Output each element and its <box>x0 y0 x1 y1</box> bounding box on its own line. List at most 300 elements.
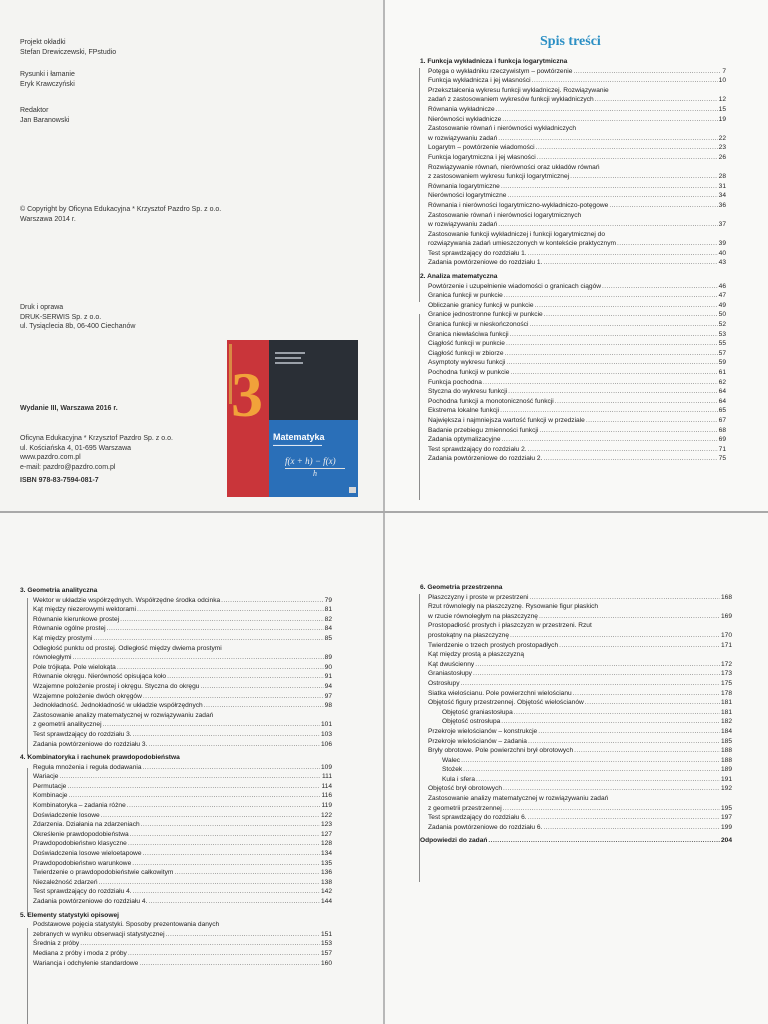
toc-entry-title: Pochodna funkcji a monotoniczność funkcji <box>428 397 554 405</box>
toc-entry[interactable] <box>428 201 726 211</box>
toc-entry-title: z geometrii analitycznej <box>33 721 102 729</box>
toc-entry[interactable] <box>428 679 732 689</box>
leader-dots <box>555 397 718 407</box>
cover-formula: f(x + h) − f(x) <box>285 456 336 466</box>
toc-entry-title: Test sprawdzający do rozdziału 1. <box>428 249 527 257</box>
leader-dots <box>204 701 324 711</box>
toc-entry[interactable] <box>428 454 726 464</box>
toc-entry-title: Nierówności wykładnicze <box>428 115 502 123</box>
toc-entry-title: Równania logarytmiczne <box>428 182 500 190</box>
toc-entry-title: Twierdzenie o trzech prostych prostopadłych <box>428 641 559 649</box>
toc-entry[interactable] <box>428 249 726 259</box>
toc-entry-title: Objętość graniastosłupa <box>442 708 513 716</box>
toc-entry[interactable] <box>33 897 332 907</box>
toc-entry-page: 185 <box>720 737 732 745</box>
toc-entry[interactable] <box>428 669 732 679</box>
toc-entry-title: Granica niewłaściwa funkcji <box>428 330 509 338</box>
toc-entry[interactable] <box>428 330 726 340</box>
toc-entry-page: 53 <box>718 330 726 338</box>
leader-dots <box>529 320 717 330</box>
toc-entry[interactable] <box>428 76 726 86</box>
toc-entry-line[interactable]: Zastosowanie równań i nierówności logarytmicznych <box>428 211 582 219</box>
toc-entry[interactable] <box>428 368 726 378</box>
leader-dots <box>143 849 320 859</box>
toc-entry[interactable] <box>428 727 732 737</box>
leader-dots <box>508 387 717 397</box>
leader-dots <box>504 291 718 301</box>
toc-entry-title: Równania i nierówności logarytmiczno-wykładniczo-potęgowe <box>428 201 609 209</box>
toc-entry-page: 181 <box>720 699 732 707</box>
credits-copyright: © Copyright by Oficyna Edukacyjna * Krzysztof Pazdro Sp. z o.o. Warszawa 2014 r. <box>20 206 222 223</box>
toc-entry-page: 79 <box>324 596 332 604</box>
toc-entry[interactable] <box>428 378 726 388</box>
toc-entry-page: 23 <box>718 144 726 152</box>
toc-entry-page: 135 <box>320 859 332 867</box>
toc-entry[interactable] <box>33 720 332 730</box>
toc-entry-page: 22 <box>718 134 726 142</box>
toc-entry-page: 26 <box>718 153 726 161</box>
chapter-heading: 2. Analiza matematyczna <box>420 273 498 281</box>
toc-entry-answers[interactable]: Odpowiedzi do zadań ..... 204 <box>420 836 732 846</box>
leader-dots <box>461 679 720 689</box>
toc-entry-page: 19 <box>718 115 726 123</box>
toc-entry-title: Kombinacje <box>33 792 68 800</box>
toc-entry-title: Wzajemne położenie dwóch okręgów <box>33 692 142 700</box>
toc-entry-page: 68 <box>718 426 726 434</box>
leader-dots <box>510 631 720 641</box>
toc-entry[interactable] <box>428 641 732 651</box>
toc-entry-title: Wektor w układzie współrzędnych. Współrzędne środka odcinka <box>33 596 221 604</box>
toc-entry-page: 75 <box>718 455 726 463</box>
toc-entry-title: Prawdopodobieństwo klasyczne <box>33 840 127 848</box>
toc-entry[interactable] <box>428 435 726 445</box>
toc-entry[interactable] <box>428 95 726 105</box>
isbn: ISBN 978-83-7594-081-7 <box>20 477 99 484</box>
toc-entry[interactable] <box>428 823 732 833</box>
toc-entry-page: 144 <box>320 898 332 905</box>
toc-entry[interactable] <box>428 301 726 311</box>
toc-entry-line[interactable]: Odległość punktu od prostej. Odległość między dwiema prostymi <box>33 644 222 652</box>
toc-entry-title: Pochodna funkcji w punkcie <box>428 369 510 376</box>
toc-entry[interactable] <box>428 397 726 407</box>
toc-entry-title: w rzucie równoległym na płaszczyznę <box>428 612 538 620</box>
toc-entry-page: 119 <box>321 802 332 810</box>
leader-dots <box>498 134 717 144</box>
leader-dots <box>72 653 323 663</box>
toc-entry[interactable] <box>33 615 332 625</box>
toc-entry[interactable] <box>428 291 726 301</box>
toc-entry[interactable] <box>33 653 332 663</box>
leader-dots <box>573 67 721 77</box>
toc-entry-title: Objętość ostrosłupa <box>442 718 501 726</box>
toc-entry-page: 47 <box>718 292 726 300</box>
toc-entry-title: Granica funkcji w nieskończoności <box>428 321 529 329</box>
toc-entry-title: Równanie kierunkowe prostej <box>33 615 120 623</box>
leader-dots <box>573 689 720 699</box>
leader-dots <box>570 172 718 182</box>
toc-entry-page: 50 <box>718 311 726 319</box>
toc-entry-title: Ostrosłupy <box>428 679 460 687</box>
leader-dots <box>536 143 718 153</box>
spread-divider <box>0 511 768 513</box>
leader-dots <box>501 182 718 192</box>
toc-entry[interactable] <box>428 310 726 320</box>
toc-entry-title: Mediana z próby i moda z próby <box>33 949 127 957</box>
toc-entry-page: 192 <box>720 785 732 793</box>
toc-entry-page: 65 <box>718 407 726 415</box>
toc-entry-line[interactable]: Zastosowanie funkcji wykładniczej i funkcji logarytmicznej do <box>428 230 606 238</box>
toc-entry-page: 138 <box>320 878 332 886</box>
leader-dots <box>117 663 324 673</box>
toc-entry-page: 64 <box>718 388 726 396</box>
toc-entry-page: 181 <box>720 708 732 716</box>
toc-entry[interactable] <box>33 859 332 869</box>
toc-entry-line[interactable]: Zastosowanie analizy matematycznej w rozwiązywaniu zadań <box>33 711 214 719</box>
leader-dots <box>103 720 320 730</box>
toc-entry[interactable] <box>428 67 726 77</box>
leader-dots <box>574 746 720 756</box>
toc-entry-title: Ciągłość funkcji w zbiorze <box>428 349 504 357</box>
toc-entry[interactable] <box>428 105 726 115</box>
toc-entry[interactable] <box>428 593 732 603</box>
toc-entry[interactable] <box>33 605 332 615</box>
toc-entry[interactable] <box>33 820 332 830</box>
toc-entry[interactable] <box>428 387 726 397</box>
leader-dots <box>483 378 718 388</box>
cover-volume-number: 3 <box>231 359 263 430</box>
toc-entry[interactable] <box>33 878 332 888</box>
leader-dots <box>99 878 320 888</box>
toc-entry[interactable] <box>428 708 732 718</box>
toc-entry-page: 31 <box>718 182 726 190</box>
toc-entry[interactable] <box>33 624 332 634</box>
toc-entry-title: Asymptoty wykresu funkcji <box>428 359 506 367</box>
leader-dots <box>510 330 718 340</box>
toc-entry[interactable] <box>428 172 726 182</box>
toc-entry[interactable] <box>428 258 726 268</box>
toc-entry-page: 71 <box>718 445 726 453</box>
toc-entry-page: 61 <box>718 369 726 376</box>
toc-entry-title: Równania wykładnicze <box>428 105 495 113</box>
toc-entry[interactable] <box>428 426 726 436</box>
toc-entry[interactable] <box>33 830 332 840</box>
toc-entry-page: 10 <box>718 77 726 85</box>
toc-entry[interactable] <box>33 801 332 811</box>
leader-dots <box>132 859 320 869</box>
toc-entry-title: Ekstrema lokalne funkcji <box>428 407 500 415</box>
toc-entry[interactable] <box>428 182 726 192</box>
toc-entry[interactable] <box>428 698 732 708</box>
leader-dots <box>617 239 718 249</box>
toc-entry-title: Objętość brył obrotowych <box>428 785 503 793</box>
chapter-heading: 5. Elementy statystyki opisowej <box>20 911 119 919</box>
toc-entry[interactable] <box>33 730 332 740</box>
toc-entry-page: 15 <box>718 105 726 113</box>
toc-entry-line[interactable]: Rzut równoległy na płaszczyznę. Rysowanie figur płaskich <box>428 603 599 611</box>
toc-entry-page: 49 <box>718 301 726 309</box>
toc-entry-page: 171 <box>720 641 732 649</box>
toc-entry-page: 182 <box>720 718 732 726</box>
cover-subtitle-lines: ▬▬▬▬▬▬▬▬▬▬▬▬▬▬ <box>273 443 322 447</box>
toc-entry[interactable] <box>428 445 726 455</box>
toc-entry[interactable] <box>33 791 332 801</box>
chapter-heading: 4. Kombinatoryka i rachunek prawdopodobieństwa <box>20 754 180 762</box>
leader-dots <box>507 191 717 201</box>
toc-entry-title: Wzajemne położenie prostej i okręgu. Styczna do okręgu <box>33 682 200 690</box>
toc-entry-title: Badanie przebiegu zmienności funkcji <box>428 426 539 434</box>
toc-entry-page: 82 <box>324 615 332 623</box>
toc-entry[interactable] <box>428 406 726 416</box>
leader-dots <box>461 756 720 766</box>
toc-entry-page: 84 <box>324 625 332 633</box>
toc-entry-page: 103 <box>320 730 332 738</box>
toc-entry[interactable] <box>33 839 332 849</box>
toc-entry[interactable] <box>33 672 332 682</box>
toc-entry-title: Styczna do wykresu funkcji <box>428 388 508 396</box>
leader-dots <box>200 682 323 692</box>
credits-print: Druk i oprawa DRUK-SERWIS Sp. z o.o. ul. Tysiąclecia 8b, 06-400 Ciechanów <box>20 304 136 330</box>
toc-entry-line[interactable]: Zastosowanie równań i nierówności wykładniczych <box>428 125 577 133</box>
leader-dots <box>595 95 718 105</box>
toc-entry-line[interactable]: Podstawowe pojęcia statystyki. Sposoby prezentowania danych <box>33 921 220 929</box>
toc-entry-page: 97 <box>324 692 332 700</box>
toc-entry-page: 142 <box>320 888 332 896</box>
toc-entry[interactable] <box>33 939 332 949</box>
toc-entry-line[interactable]: Przekształcenia wykresu funkcji wykładniczej. Rozwiązywanie <box>428 86 609 94</box>
toc-entry[interactable] <box>33 868 332 878</box>
leader-dots <box>93 634 323 644</box>
toc-entry-title: Potęga o wykładniku rzeczywistym – powtórzenie <box>428 67 573 75</box>
toc-entry-line[interactable]: Zastosowanie analizy matematycznej w rozwiązywaniu zadań <box>428 795 609 803</box>
leader-dots <box>139 959 320 969</box>
toc-entry-title: Ciągłość funkcji w punkcie <box>428 340 505 348</box>
toc-entry-title: Funkcja logarytmiczna i jej własności <box>428 153 536 161</box>
toc-entry[interactable] <box>428 813 732 823</box>
toc-entry-title: Test sprawdzający do rozdziału 4. <box>33 888 132 896</box>
toc-entry-title: Test sprawdzający do rozdziału 6. <box>428 814 527 822</box>
toc-column-2 <box>20 586 332 968</box>
toc-entry-page: 184 <box>720 727 732 735</box>
toc-entry[interactable] <box>33 782 332 792</box>
toc-entry-title: Granice jednostronne funkcji w punkcie <box>428 311 543 319</box>
toc-entry[interactable] <box>428 784 732 794</box>
toc-entry-line[interactable]: Kąt między prostą a płaszczyzną <box>428 651 525 659</box>
toc-entry-page: 46 <box>718 282 726 290</box>
toc-entry-title: Zdarzenia. Działania na zdarzeniach <box>33 821 140 829</box>
toc-entry-page: 188 <box>720 756 732 764</box>
toc-entry-page: 123 <box>320 821 332 829</box>
book-cover-image <box>227 340 358 497</box>
toc-entry[interactable] <box>33 740 332 750</box>
leader-dots <box>503 784 720 794</box>
toc-entry-page: 67 <box>718 416 726 424</box>
page-credits <box>0 0 384 512</box>
toc-entry[interactable] <box>33 949 332 959</box>
leader-dots <box>539 612 720 622</box>
toc-entry-title: Funkcja wykładnicza i jej własności <box>428 77 531 85</box>
toc-entry-page: 122 <box>320 811 332 819</box>
leader-dots <box>559 641 720 651</box>
leader-dots <box>148 740 320 750</box>
toc-entry-title: Wariancja i odchylenie standardowe <box>33 959 139 967</box>
leader-dots <box>543 258 717 268</box>
leader-dots <box>602 282 718 292</box>
toc-entry[interactable] <box>428 612 732 622</box>
chapter-3-entries <box>20 596 332 750</box>
toc-entry-title: z zastosowaniem wykresu funkcji logarytmicznej <box>428 173 570 181</box>
toc-entry-title: Zadania powtórzeniowe do rozdziału 3. <box>33 740 148 748</box>
leader-dots <box>67 782 320 792</box>
toc-entry-title: Obliczanie granicy funkcji w punkcie <box>428 301 534 309</box>
toc-column-3 <box>420 583 732 846</box>
toc-entry[interactable] <box>428 689 732 699</box>
toc-entry-title: Kombinatoryka – zadania różne <box>33 802 126 810</box>
leader-dots <box>137 605 324 615</box>
toc-entry[interactable] <box>428 775 732 785</box>
toc-entry[interactable] <box>428 143 726 153</box>
toc-entry-page: 153 <box>320 940 332 948</box>
toc-entry-title: Logarytm – powtórzenie wiadomości <box>428 144 535 152</box>
toc-entry[interactable] <box>428 660 732 670</box>
leader-dots <box>476 775 720 785</box>
toc-entry-page: 191 <box>720 775 732 783</box>
leader-dots <box>130 830 320 840</box>
credits-editor: Redaktor Jan Baranowski <box>20 107 70 124</box>
toc-entry[interactable] <box>428 320 726 330</box>
toc-entry[interactable] <box>33 849 332 859</box>
toc-entry[interactable] <box>428 416 726 426</box>
leader-dots <box>532 76 718 86</box>
toc-entry-page: 151 <box>320 930 332 938</box>
toc-entry[interactable] <box>428 220 726 230</box>
toc-entry[interactable] <box>428 765 732 775</box>
toc-entry[interactable] <box>33 634 332 644</box>
chapter-4-entries <box>20 763 332 907</box>
toc-entry[interactable] <box>428 191 726 201</box>
toc-entry[interactable] <box>428 115 726 125</box>
toc-entry-page: 189 <box>720 766 732 774</box>
toc-entry[interactable] <box>33 663 332 673</box>
toc-entry[interactable] <box>428 134 726 144</box>
cover-author-line <box>275 352 305 354</box>
toc-entry-line[interactable]: Rozwiązywanie równań, nierówności oraz układów równań <box>428 163 600 171</box>
toc-entry[interactable] <box>428 631 732 641</box>
toc-entry-title: Zadania powtórzeniowe do rozdziału 2. <box>428 455 543 463</box>
leader-dots <box>537 153 718 163</box>
toc-entry-title: w rozwiązywaniu zadań <box>428 221 498 229</box>
toc-entry[interactable] <box>428 153 726 163</box>
leader-dots <box>127 801 321 811</box>
chapter-heading: 1. Funkcja wykładnicza i funkcja logarytmiczna <box>420 58 568 65</box>
toc-entry-page: 34 <box>718 192 726 200</box>
toc-entry-title: równoległymi <box>33 654 72 662</box>
leader-dots <box>506 339 718 349</box>
toc-entry[interactable] <box>33 887 332 897</box>
leader-dots <box>503 804 720 814</box>
toc-entry-page: 101 <box>320 721 332 729</box>
toc-entry-page: 157 <box>320 949 332 957</box>
toc-entry[interactable] <box>33 959 332 969</box>
toc-entry-page: 89 <box>324 654 332 662</box>
toc-entry-title: Pole trójkąta. Pole wielokąta <box>33 663 116 671</box>
toc-entry-page: 40 <box>718 249 726 257</box>
cover-author-line <box>275 357 301 359</box>
toc-entry[interactable] <box>33 701 332 711</box>
toc-entry-title: Największa i najmniejsza wartość funkcji w przedziale <box>428 416 585 424</box>
toc-entry-page: 128 <box>320 840 332 848</box>
toc-entry[interactable] <box>428 737 732 747</box>
toc-entry[interactable] <box>33 596 332 606</box>
toc-entry-page: 57 <box>718 349 726 357</box>
toc-entry-title: z geometrii przestrzennej <box>428 804 502 812</box>
leader-dots <box>221 596 324 606</box>
cover-formula-denominator: h <box>313 469 317 478</box>
leader-dots <box>528 737 720 747</box>
toc-entry-line[interactable]: Prostopadłość prostych i płaszczyzn w przestrzeni. Rzut <box>428 622 592 630</box>
toc-entry-title: Siatka wielościanu. Pole powierzchni wielościanu <box>428 689 572 697</box>
toc-entry-title: Twierdzenie o prawdopodobieństwie całkowitym <box>33 869 174 877</box>
publisher-logo-icon <box>349 487 356 493</box>
credits-publisher: Oficyna Edukacyjna * Krzysztof Pazdro Sp. z o.o. ul. Kościańska 4, 01-695 Warszawa www.pazdro.com.pl e-mail: pazdro@pazdro.com.pl <box>20 435 173 471</box>
leader-dots <box>133 730 320 740</box>
toc-entry[interactable] <box>428 756 732 766</box>
toc-entry[interactable] <box>33 763 332 773</box>
toc-entry[interactable] <box>428 358 726 368</box>
toc-entry-title: Płaszczyzny i proste w przestrzeni <box>428 593 529 601</box>
toc-entry-title: Niezależność zdarzeń <box>33 878 98 886</box>
toc-title: Spis treści <box>540 34 601 49</box>
toc-entry-page: 169 <box>720 612 732 620</box>
toc-entry-page: 170 <box>720 631 732 639</box>
toc-entry[interactable] <box>428 349 726 359</box>
toc-entry[interactable] <box>33 772 332 782</box>
toc-entry-page: 195 <box>720 804 732 812</box>
leader-dots <box>535 301 718 311</box>
toc-entry-page: 98 <box>324 702 332 710</box>
toc-entry[interactable] <box>428 804 732 814</box>
leader-dots <box>609 201 717 211</box>
leader-dots <box>505 349 718 359</box>
toc-entry-page: 90 <box>324 663 332 671</box>
toc-entry[interactable] <box>428 239 726 249</box>
toc-entry-page: 178 <box>720 689 732 697</box>
toc-entry-page: 43 <box>718 259 726 267</box>
toc-entry-title: Bryły obrotowe. Pole powierzchni brył obrotowych <box>428 747 574 755</box>
toc-entry[interactable] <box>428 717 732 727</box>
leader-dots <box>59 772 321 782</box>
leader-dots <box>528 445 718 455</box>
toc-entry-page: 199 <box>720 823 732 831</box>
toc-entry-title: rozwiązywania zadań umieszczonych w kontekście praktycznym <box>428 240 616 248</box>
toc-entry[interactable] <box>428 746 732 756</box>
toc-entry[interactable] <box>33 692 332 702</box>
toc-entry[interactable] <box>428 339 726 349</box>
toc-entry[interactable] <box>33 682 332 692</box>
leader-dots <box>498 220 717 230</box>
toc-entry-page: 81 <box>324 606 332 614</box>
leader-dots <box>143 692 324 702</box>
toc-entry[interactable] <box>33 811 332 821</box>
leader-dots <box>543 454 717 464</box>
leader-dots <box>496 105 718 115</box>
toc-entry[interactable] <box>33 930 332 940</box>
toc-entry[interactable] <box>428 282 726 292</box>
toc-entry-page: 173 <box>720 670 732 678</box>
leader-dots <box>585 698 720 708</box>
toc-entry-title: Nierówności logarytmiczne <box>428 192 507 200</box>
toc-entry-title: Funkcja pochodna <box>428 378 482 386</box>
leader-dots <box>502 115 717 125</box>
